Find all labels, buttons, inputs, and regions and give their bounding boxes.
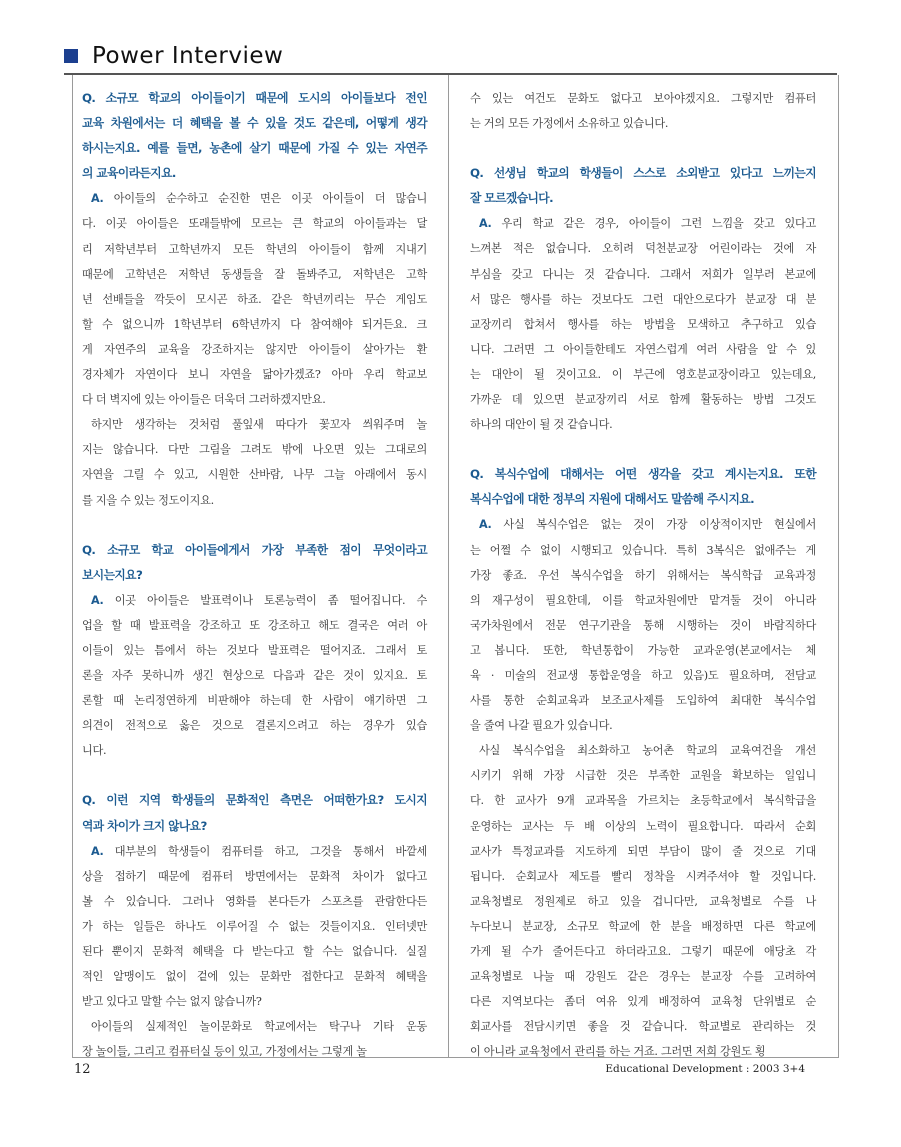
answer-line: 받고 있다고 말할 수는 없지 않습니까? [82, 995, 262, 1009]
answer-line: 볼 수 있습니다. 그러나 영화를 본다든가 스포츠를 관람한다든 [82, 894, 427, 908]
answer-line: 다. 한 교사가 9개 교과목을 가르치는 초등학교에서 복식학급을 [470, 794, 816, 808]
answer-line: 회교사를 전담시키면 좋을 것 같습니다. 학교별로 관리하는 것 [470, 1020, 816, 1034]
answer-line: 는 대안이 될 것이고요. 이 부근에 영호분교장이라고 있는데요, [470, 367, 816, 381]
answer-line: 국가차원에서 전문 연구기관을 통해 시행하는 것이 바람직하다 [470, 618, 816, 632]
answer-line: 육 · 미술의 전교생 통합운영을 하고 있음)도 필요하며, 전담교 [470, 668, 816, 682]
answer-line: 장 놀이들, 그리고 컴퓨터실 등이 있고, 가정에서는 그렇게 놀 [82, 1045, 367, 1059]
question-line: Q. 선생님 학교의 학생들이 스스로 소외받고 있다고 느끼는지 [470, 166, 816, 181]
answer-line: 가장 좋죠. 우선 복식수업을 하기 위해서는 복식학급 교육과정 [470, 568, 816, 582]
answer-line: 부심을 갖고 다니는 것 같습니다. 그래서 저희가 일부러 본교에 [470, 267, 816, 281]
answer-line: A. 사실 복식수업은 없는 것이 가장 이상적이지만 현실에서 [478, 518, 816, 532]
header-title: Power Interview [92, 43, 284, 69]
answer-line: 지는 않습니다. 다만 그림을 그려도 밖에 나오면 있는 그대로의 [82, 443, 427, 457]
answer-line: A. 우리 학교 같은 경우, 아이들이 그런 느낌을 갖고 있다고 [478, 217, 816, 231]
answer-line: 을 줄여 나갈 필요가 있습니다. [470, 719, 613, 733]
answer-line: 하지만 생각하는 것처럼 풀잎새 따다가 꽃꼬자 씌워주며 놀 [90, 418, 427, 432]
answer-marker: A. [90, 192, 104, 206]
paragraph-gap [470, 437, 816, 462]
answer-line: 의견이 전적으로 옳은 것으로 결론지으려고 하는 경우가 있습 [82, 719, 427, 733]
answer-line: 시키기 위해 가장 시급한 것은 부족한 교원을 확보하는 일입니 [470, 769, 816, 783]
answer-line: A. 이곳 아이들은 발표력이나 토론능력이 좀 떨어집니다. 수 [90, 593, 427, 607]
answer-line: 자연을 그릴 수 있고, 시원한 산바람, 나무 그늘 아래에서 동시 [82, 468, 427, 482]
answer-line: 의 재구성이 필요한데, 이를 학교차원에만 맡겨둘 것이 아니라 [470, 593, 816, 607]
question-line: Q. 이런 지역 학생들의 문화적인 측면은 어떠한가요? 도시지 [82, 793, 427, 808]
answer-line: 론할 때 논리정연하게 비판해야 하는데 한 사람이 얘기하면 그 [82, 694, 427, 708]
answer-line: A. 대부분의 학생들이 컴퓨터를 하고, 그것을 통해서 바깥세 [90, 844, 427, 858]
answer-line: 교육청별로 나눌 때 강원도 같은 경우는 분교장 수를 고려하여 [470, 970, 816, 984]
answer-line: 운영하는 교사는 두 배 이상의 노력이 필요합니다. 따라서 순회 [470, 819, 816, 833]
answer-line: 됩니다. 순회교사 제도를 빨리 정착을 시켜주셔야 할 것입니다. [470, 869, 816, 883]
answer-line: 가 하는 일들은 하나도 이루어질 수 없는 것들이지요. 인터넷만 [82, 919, 427, 933]
answer-line: 하나의 대안이 될 것 같습니다. [470, 418, 613, 432]
answer-line: 업을 할 때 발표력을 강조하고 또 강조하고 해도 결국은 여러 아 [82, 618, 427, 632]
answer-line: 때문에 고학년은 저학년 동생들을 잘 돌봐주고, 저학년은 고학 [82, 267, 427, 281]
answer-line: 를 지을 수 있는 정도이지요. [82, 493, 214, 507]
answer-line: 교장끼리 합쳐서 행사를 하는 방법을 모색하고 추구하고 있습 [470, 317, 816, 331]
answer-marker: A. [478, 518, 492, 532]
answer-line: 년 선배들을 깍듯이 모시곤 하죠. 같은 학년끼리는 무슨 게임도 [82, 292, 427, 306]
answer-line: 된다 뿐이지 문화적 혜택을 다 받는다고 할 수는 없습니다. 실질 [82, 945, 427, 958]
answer-line: 수 있는 여건도 문화도 없다고 보아야겠지요. 그렇지만 컴퓨터 [470, 92, 816, 105]
column-divider [448, 75, 449, 1057]
question-line: 잘 모르겠습니다. [470, 191, 553, 206]
answer-line: A. 아이들의 순수하고 순진한 면은 이곳 아이들이 더 많습니 [90, 192, 427, 206]
answer-line: 다 더 벽지에 있는 아이들은 더욱더 그러하겠지만요. [82, 393, 326, 407]
question-line: Q. 소규모 학교 아이들에게서 가장 부족한 점이 무엇이라고 [82, 542, 427, 557]
answer-line: 니다. 그러면 그 아이들한테도 자연스럽게 여러 사람을 알 수 있 [470, 342, 816, 356]
right-column [470, 86, 816, 1064]
answer-line: 이 아니라 교육청에서 관리를 하는 거죠. 그러면 저희 강원도 횡 [470, 1045, 766, 1059]
left-column [82, 86, 427, 1064]
answer-line: 리 저학년부터 고학년까지 모든 학년의 아이들이 함께 지내기 [82, 242, 427, 256]
answer-line: 다른 지역보다는 좀더 여유 있게 배정하여 교육청 단위별로 순 [470, 995, 816, 1009]
answer-line: 아이들의 실제적인 놀이문화로 학교에서는 탁구나 기타 운동 [90, 1020, 427, 1034]
page-header [64, 43, 283, 69]
answer-line: 서 많은 행사를 하는 것보다도 그런 대안으로다가 분교장 대 분 [470, 292, 816, 306]
question-line: Q. 소규모 학교의 아이들이기 때문에 도시의 아이들보다 전인 [82, 91, 427, 105]
answer-line: 론을 자주 못하니까 생긴 현상으로 다음과 같은 것이 있지요. 토 [82, 669, 427, 683]
question-line: 교육 차원에서는 더 혜택을 볼 수 있을 것도 같은데, 어떻게 생각 [82, 116, 427, 131]
answer-marker: A. [90, 593, 104, 607]
answer-line: 사를 통한 순회교육과 보조교사제를 도입하여 최대한 복식수업 [470, 694, 816, 708]
answer-line: 가까운 데 있으면 분교장끼리 서로 함께 활동하는 방법 그것도 [470, 393, 816, 407]
header-square-mark [64, 49, 78, 63]
answer-line: 누다보니 분교장, 소규모 학교에 한 분을 배정하면 다른 학교에 [470, 919, 816, 933]
answer-line: 할 수 없으니까 1학년부터 6학년까지 다 참여해야 되거든요. 크 [82, 317, 427, 331]
answer-line: 는 거의 모든 가정에서 소유하고 있습니다. [470, 117, 669, 131]
question-line: 하시는지요. 예를 들면, 농촌에 살기 때문에 가질 수 있는 자연주 [82, 141, 427, 156]
question-line: 역과 차이가 크지 않나요? [82, 818, 207, 833]
answer-line: 사실 복식수업을 최소화하고 농어촌 학교의 교육여건을 개선 [478, 744, 816, 758]
answer-line: 가게 될 수가 줄어든다고 하더라고요. 그렇기 때문에 애당초 각 [470, 945, 816, 958]
answer-line: 니다. [82, 744, 107, 758]
answer-line: 상을 접하기 때문에 컴퓨터 방면에서는 문화적 차이가 없다고 [82, 869, 427, 883]
answer-line: 교육청별로 정원제로 하고 있을 겁니다만, 교육청별로 수를 나 [470, 894, 816, 908]
publication-footer: Educational Development : 2003 3+4 [605, 1063, 805, 1075]
question-line: 의 교육이라든지요. [82, 166, 176, 181]
answer-line: 느껴본 적은 없습니다. 오히려 덕천분교장 어린이라는 것에 자 [470, 242, 816, 256]
answer-line: 경자체가 자연이다 보니 자연을 닮아가겠죠? 아마 우리 학교보 [82, 368, 427, 382]
answer-line: 이들이 있는 틈에서 하는 것보다 발표력은 떨어지죠. 그래서 토 [82, 643, 427, 657]
paragraph-gap [470, 136, 816, 161]
question-line: 복식수업에 대한 정부의 지원에 대해서도 말씀해 주시지요. [470, 492, 755, 507]
answer-line: 는 어쩔 수 없이 시행되고 있습니다. 특히 3복식은 없애주는 게 [470, 543, 816, 557]
page-number: 12 [74, 1062, 91, 1077]
answer-line: 적인 알맹이도 없이 겉에 있는 문화만 접한다고 문화적 혜택을 [82, 970, 427, 984]
question-line: Q. 복식수업에 대해서는 어떤 생각을 갖고 계시는지요. 또한 [470, 467, 816, 482]
answer-line: 교사가 특정교과를 지도하게 되면 부담이 많이 줄 것으로 기대 [470, 844, 816, 858]
question-line: 보시는지요? [82, 567, 143, 582]
answer-marker: A. [90, 844, 104, 858]
paragraph-gap [82, 763, 427, 788]
answer-line: 다. 이곳 아이들은 또래들밖에 모르는 큰 학교의 아이들과는 달 [82, 217, 427, 231]
answer-line: 게 자연주의 교육을 강조하지는 않지만 아이들이 살아가는 환 [82, 342, 427, 356]
paragraph-gap [82, 513, 427, 538]
answer-marker: A. [478, 217, 492, 231]
answer-line: 고 봅니다. 또한, 학년통합이 가능한 교과운영(본교에서는 체 [470, 643, 816, 657]
